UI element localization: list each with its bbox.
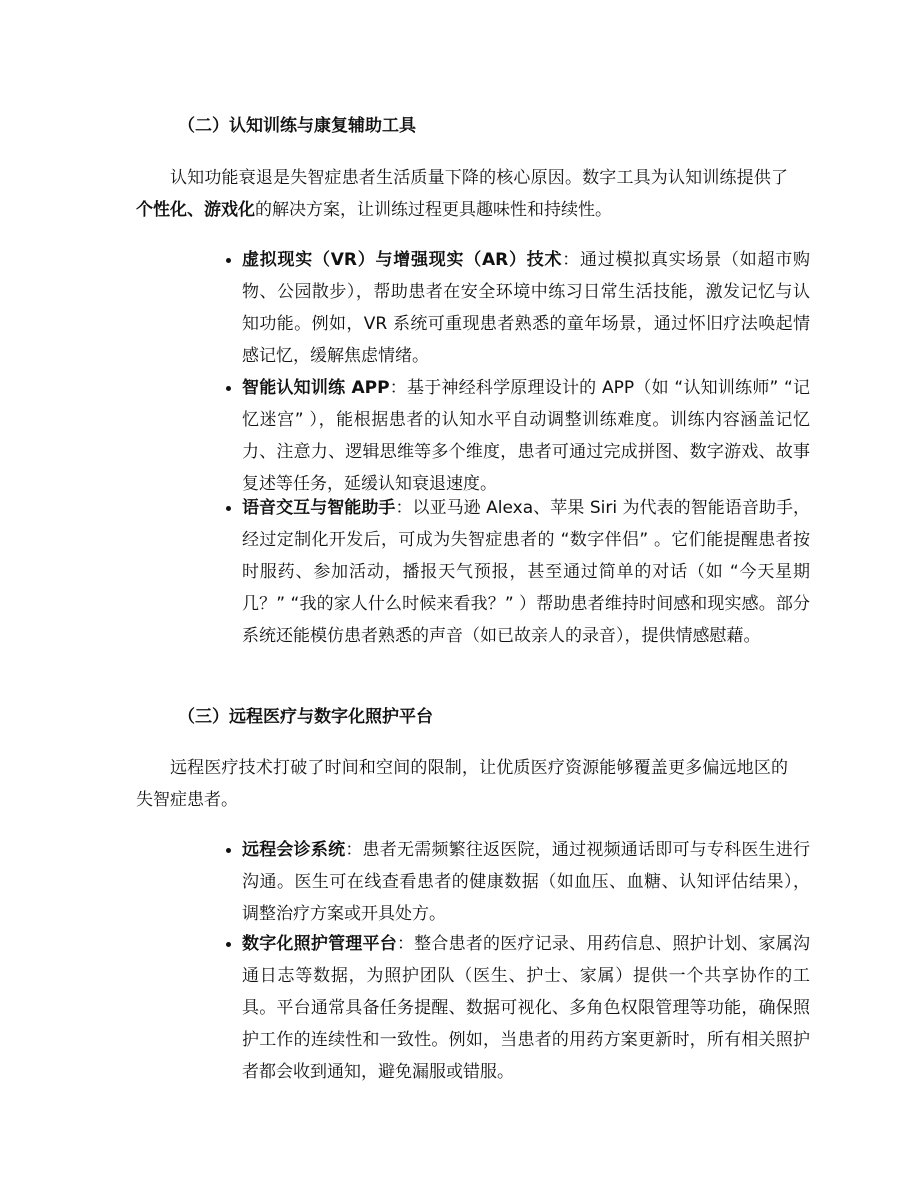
bullet-dot-icon <box>226 258 231 263</box>
bullet-dot-icon <box>226 506 231 511</box>
list-item-vr-ar <box>220 244 810 372</box>
list-item-care-platform <box>220 928 810 1088</box>
intro-text-start: 认知功能衰退是失智症患者生活质量下降的核心原因。数字工具为认知训练提供了 <box>170 168 788 188</box>
section-intro-cognitive-training <box>136 162 788 226</box>
list-item-cognitive-app <box>220 372 810 500</box>
list-item-title: 远程会诊系统 <box>242 840 346 860</box>
list-item-title: 数字化照护管理平台 <box>242 934 397 954</box>
list-item-text: ：基于神经科学原理设计的 APP（如 “认知训练师” “记忆迷宫” ），能根据患者的认知水平自动调整训练难度。训练内容涵盖记忆力、注意力、逻辑思维等多个维度，患者可通过完成拼图、数字游戏、故事复述等任务，延缓认知衰退速度。 <box>242 378 810 494</box>
list-item-text: ：患者无需频繁往返医院，通过视频通话即可与专科医生进行沟通。医生可在线查看患者的健康数据（如血压、血糖、认知评估结果），调整治疗方案或开具处方。 <box>242 840 810 924</box>
list-item-text: ：通过模拟真实场景（如超市购物、公园散步），帮助患者在安全环境中练习日常生活技能，激发记忆与认知功能。例如，VR 系统可重现患者熟悉的童年场景，通过怀旧疗法唤起情感记忆，缓解焦虑情绪。 <box>242 250 810 366</box>
list-item-voice-assistant <box>220 492 810 652</box>
section-heading-cognitive-training: （二）认知训练与康复辅助工具 <box>178 116 416 136</box>
intro-text-end: 的解决方案，让训练过程更具趣味性和持续性。 <box>255 200 612 220</box>
section-intro-telemedicine: 远程医疗技术打破了时间和空间的限制，让优质医疗资源能够覆盖更多偏远地区的失智症患者。 <box>136 758 788 810</box>
bullet-dot-icon <box>226 386 231 391</box>
intro-text-emphasis: 个性化、游戏化 <box>136 200 255 220</box>
bullet-dot-icon <box>226 848 231 853</box>
list-item-title: 虚拟现实（VR）与增强现实（AR）技术 <box>242 250 563 270</box>
list-item-text: ：以亚马逊 Alexa、苹果 Siri 为代表的智能语音助手，经过定制化开发后，可成为失智症患者的 “数字伴侣” 。它们能提醒患者按时服药、参加活动，播报天气预报，甚至通过简单的对话（如 “今天星期几？” “我的家人什么时候来看我？” ）帮助患者维持时间感和现实感。部分系统还能模仿患者熟悉的声音（如已故亲人的录音），提供情感慰藉。 <box>242 498 811 646</box>
list-item-title: 智能认知训练 APP <box>242 378 390 398</box>
bullet-dot-icon <box>226 942 231 947</box>
list-item-remote-consultation <box>220 834 810 930</box>
list-item-title: 语音交互与智能助手 <box>242 498 396 518</box>
section-heading-telemedicine: （三）远程医疗与数字化照护平台 <box>178 707 433 727</box>
list-item-text: ：整合患者的医疗记录、用药信息、照护计划、家属沟通日志等数据，为照护团队（医生、护士、家属）提供一个共享协作的工具。平台通常具备任务提醒、数据可视化、多角色权限管理等功能，确保照护工作的连续性和一致性。例如，当患者的用药方案更新时，所有相关照护者都会收到通知，避免漏服或错服。 <box>242 934 810 1082</box>
